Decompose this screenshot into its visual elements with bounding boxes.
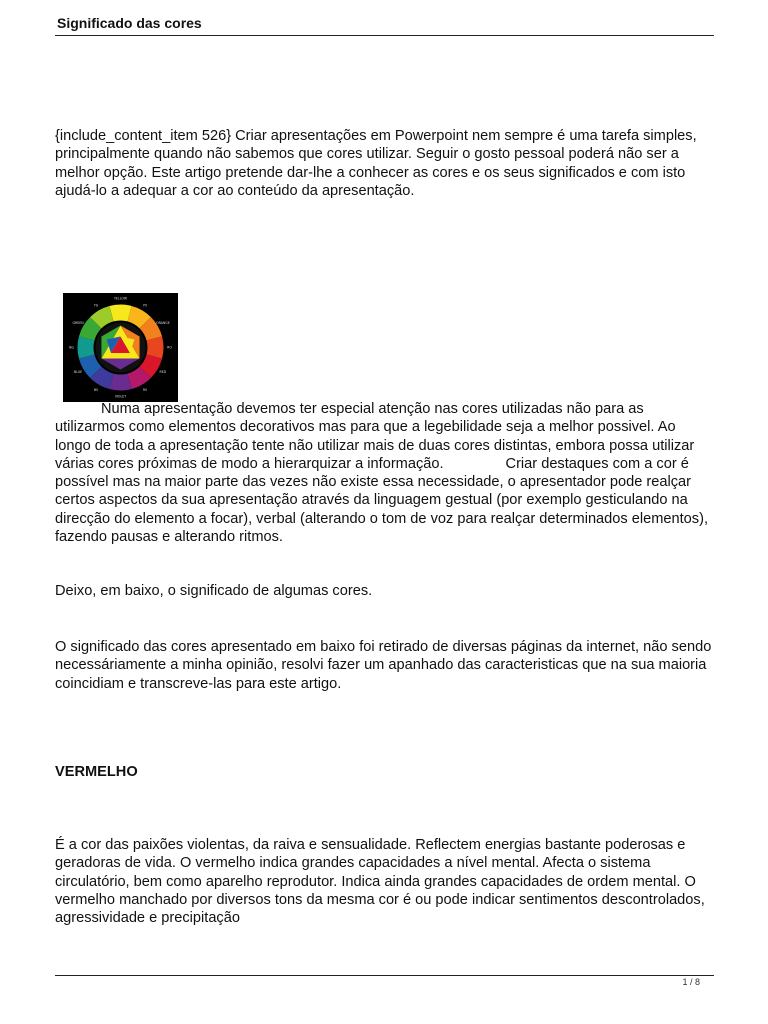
body-paragraph-part-b: Criar destaques com a cor é possível mas na maior parte das vezes não existe essa necessidade, o apresentador pode realçar certos aspectos da sua apresentação através da linguagem gestual (por exemplo gesticulando na direcção do elemento a focar), verbal (alterando o tom de voz para realçar determinados elementos), fazendo pausas e alterando ritmos. xyxy=(55,455,709,546)
wheel-label: YG xyxy=(93,303,99,308)
wheel-label: RED xyxy=(159,370,167,375)
body-paragraph xyxy=(55,400,715,546)
footer-divider xyxy=(55,975,714,976)
body-paragraph-part-a: Numa apresentação devemos ter especial atenção nas cores utilizadas não para as utilizarmos como elementos decorativos mas para que a legebilidade seja a melhor possivel. Ao longo de toda a apresentação tente não utilizar mais de duas cores distintas, embora possa utilizar várias cores próximas de modo a hierarquizar a informação. xyxy=(55,401,695,472)
page-header-title: Significado das cores xyxy=(57,15,202,31)
header-divider xyxy=(55,35,714,36)
wheel-label: RO xyxy=(167,345,172,350)
vermelho-paragraph: É a cor das paixões violentas, da raiva e sensualidade. Reflectem energias bastante poderosas e geradoras de vida. O vermelho indica grandes capacidades a nível mental. Afecta o sistema circulatório, bem como aparelho reprodutor. Indica ainda grandes capacidades de ordem mental. O vermelho manchado por diversos tons da mesma cor é ou pode indicar sentimentos descontrolados, agressividade e precipitação xyxy=(55,837,705,927)
wheel-label: BLUE xyxy=(74,370,83,375)
wheel-label: GREEN xyxy=(72,321,84,326)
wheel-label: YO xyxy=(142,303,148,308)
color-wheel-image xyxy=(63,293,178,402)
color-wheel-center xyxy=(96,323,146,373)
source-paragraph: O significado das cores apresentado em baixo foi retirado de diversas páginas da internet, não sendo necessáriamente a minha opinião, resolvi fazer um apanhado das caracteristicas que na sua maioria coincidiam e transcreve-las para este artigo. xyxy=(55,639,712,692)
wheel-label: VIOLET xyxy=(114,394,127,399)
wheel-label: BG xyxy=(69,345,74,350)
page-number: 1 / 8 xyxy=(682,977,700,987)
wheel-label: RV xyxy=(142,388,148,393)
deixo-paragraph: Deixo, em baixo, o significado de algumas cores. xyxy=(55,583,373,599)
wheel-label: ORANGE xyxy=(156,321,170,326)
wheel-label: BV xyxy=(93,388,99,393)
wheel-label: YELLOW xyxy=(113,296,128,301)
intro-paragraph: {include_content_item 526} Criar apresentações em Powerpoint nem sempre é uma tarefa simples, principalmente quando não sabemos que cores utilizar. Seguir o gosto pessoal poderá não ser a melhor opção. Este artigo pretende dar-lhe a conhecer as cores e os seus significados e com isto ajudá-lo a adequar a cor ao conteúdo da apresentação. xyxy=(55,128,697,199)
section-heading-vermelho: VERMELHO xyxy=(55,764,138,780)
